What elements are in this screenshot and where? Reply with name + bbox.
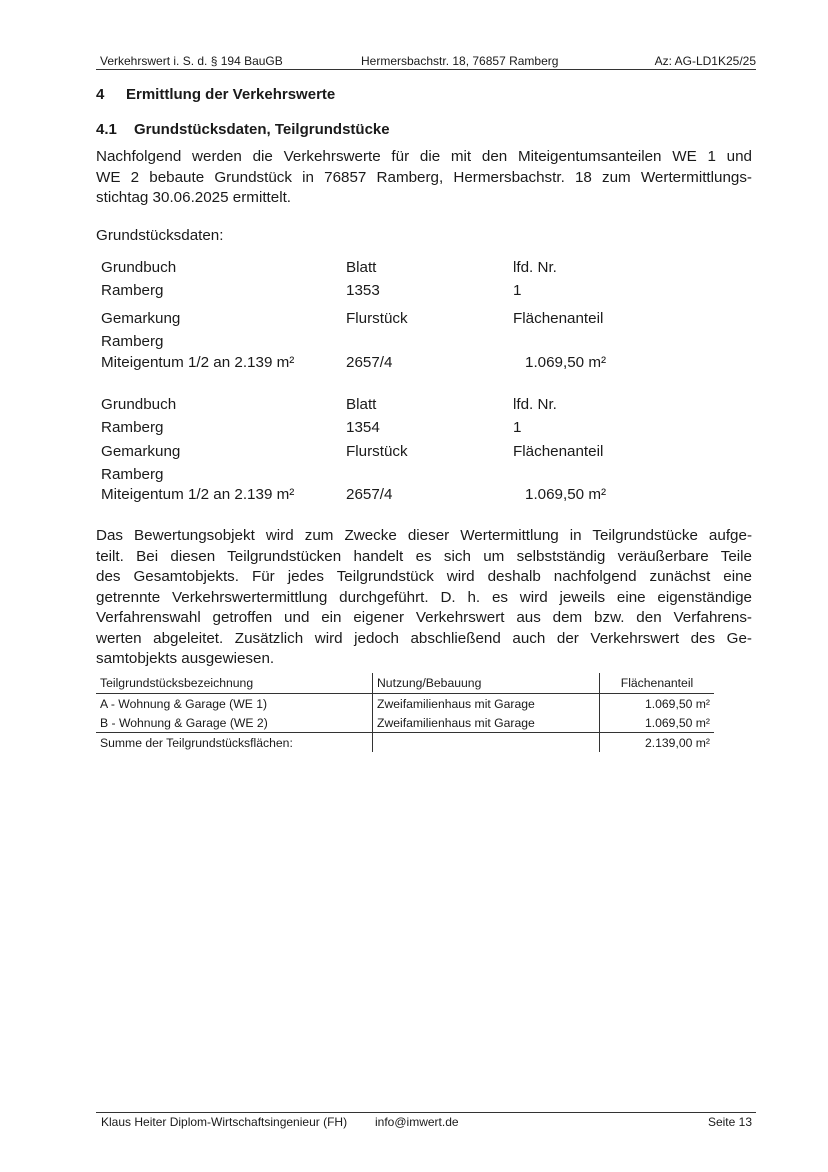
body-line: teilt. Bei diesen Teilgrundstücken handelt es sich um selbstständig veräußerbare Teile (96, 547, 752, 565)
gemarkung-value: Ramberg (101, 333, 164, 350)
teilgrundstuecke-table (96, 673, 714, 752)
footer-email: info@imwert.de (375, 1115, 459, 1129)
grundbuch-label: Grundbuch (101, 396, 177, 413)
table-row (96, 694, 714, 714)
blatt-value: 1354 (346, 419, 380, 436)
gemarkung-label: Gemarkung (101, 443, 181, 460)
lfd-label: lfd. Nr. (513, 259, 557, 276)
sum-empty-cell (373, 733, 600, 753)
subsection-number: 4.1 (96, 121, 117, 138)
footer-author: Klaus Heiter Diplom-Wirtschaftsingenieur (FH) (101, 1115, 348, 1129)
flaeche-label: Flächenanteil (513, 443, 604, 460)
lfd-value: 1 (513, 282, 522, 299)
table-cell: B - Wohnung & Garage (WE 2) (96, 713, 373, 733)
grundbuch-value: Ramberg (101, 282, 164, 299)
flurstueck-value: 2657/4 (346, 354, 393, 371)
table-cell: 1.069,50 m² (600, 694, 715, 714)
body-paragraph (96, 526, 752, 670)
footer-rule (96, 1112, 756, 1113)
body-line: samtobjekts ausgewiesen. (96, 650, 275, 667)
flurstueck-label: Flurstück (346, 443, 408, 460)
header-right: Az: AG-LD1K25/25 (654, 54, 756, 68)
body-line: getrennte Verkehrswertermittlung durchgeführt. D. h. es wird jeweils eine eigenständige (96, 588, 752, 606)
gemarkung-value: Ramberg (101, 466, 164, 483)
grundbuch-value: Ramberg (101, 419, 164, 436)
col-header-flaeche: Flächenanteil (600, 673, 715, 694)
flurstueck-label: Flurstück (346, 310, 408, 327)
grundbuch-label: Grundbuch (101, 259, 177, 276)
footer-page-number: Seite 13 (707, 1115, 752, 1129)
body-line: des Gesamtobjekts. Für jedes Teilgrundstück wird deshalb nachfolgend zunächst eine (96, 568, 752, 585)
sum-value: 2.139,00 m² (600, 733, 715, 753)
gemarkung-label: Gemarkung (101, 310, 181, 327)
miteigentum-value: Miteigentum 1/2 an 2.139 m² (101, 486, 295, 503)
section-number: 4 (96, 86, 105, 103)
lfd-value: 1 (513, 419, 522, 436)
header-center: Hermersbachstr. 18, 76857 Ramberg (361, 54, 559, 68)
flurstueck-value: 2657/4 (346, 486, 393, 503)
subsection-title: Grundstücksdaten, Teilgrundstücke (134, 121, 390, 138)
flaeche-label: Flächenanteil (513, 310, 604, 327)
sum-label: Summe der Teilgrundstücksflächen: (100, 735, 293, 750)
flaeche-value: 1.069,50 m² (525, 486, 607, 503)
body-line: werten abgeleitet. Zusätzlich wird jedoch abschließend auch der Verkehrswert des Ge- (96, 629, 752, 647)
col-header-bezeichnung: Teilgrundstücksbezeichnung (96, 673, 373, 694)
body-line: Verfahrenswahl getroffen und ein eigener Verkehrswert aus dem bzw. den Verfahrens- (96, 609, 752, 626)
intro-line: stichtag 30.06.2025 ermittelt. (96, 189, 292, 206)
flaeche-value: 1.069,50 m² (525, 354, 607, 371)
body-line: Das Bewertungsobjekt wird zum Zwecke dieser Wertermittlung in Teilgrundstücke aufge- (96, 527, 752, 544)
col-header-nutzung: Nutzung/Bebauung (373, 673, 600, 694)
table-cell: A - Wohnung & Garage (WE 1) (100, 696, 268, 711)
lfd-label: lfd. Nr. (513, 396, 557, 413)
table-sum-row (96, 733, 714, 753)
table-cell: 1.069,50 m² (600, 713, 715, 733)
table-cell: Zweifamilienhaus mit Garage (373, 713, 600, 733)
table-header-row (96, 673, 714, 694)
table-row (96, 713, 714, 733)
blatt-label: Blatt (346, 259, 377, 276)
blatt-value: 1353 (346, 282, 380, 299)
header-left: Verkehrswert i. S. d. § 194 BauGB (100, 54, 283, 68)
intro-line: Nachfolgend werden die Verkehrswerte für die mit den Miteigentumsanteilen WE 1 und (96, 148, 752, 165)
grundstuecksdaten-label: Grundstücksdaten: (96, 227, 224, 244)
miteigentum-value: Miteigentum 1/2 an 2.139 m² (101, 354, 295, 371)
intro-line: WE 2 bebaute Grundstück in 76857 Ramberg, Hermersbachstr. 18 zum Wertermittlungs- (96, 168, 752, 186)
section-title: Ermittlung der Verkehrswerte (126, 86, 336, 103)
table-cell: Zweifamilienhaus mit Garage (373, 694, 600, 714)
blatt-label: Blatt (346, 396, 377, 413)
intro-paragraph (96, 147, 752, 209)
header-rule (96, 69, 756, 70)
